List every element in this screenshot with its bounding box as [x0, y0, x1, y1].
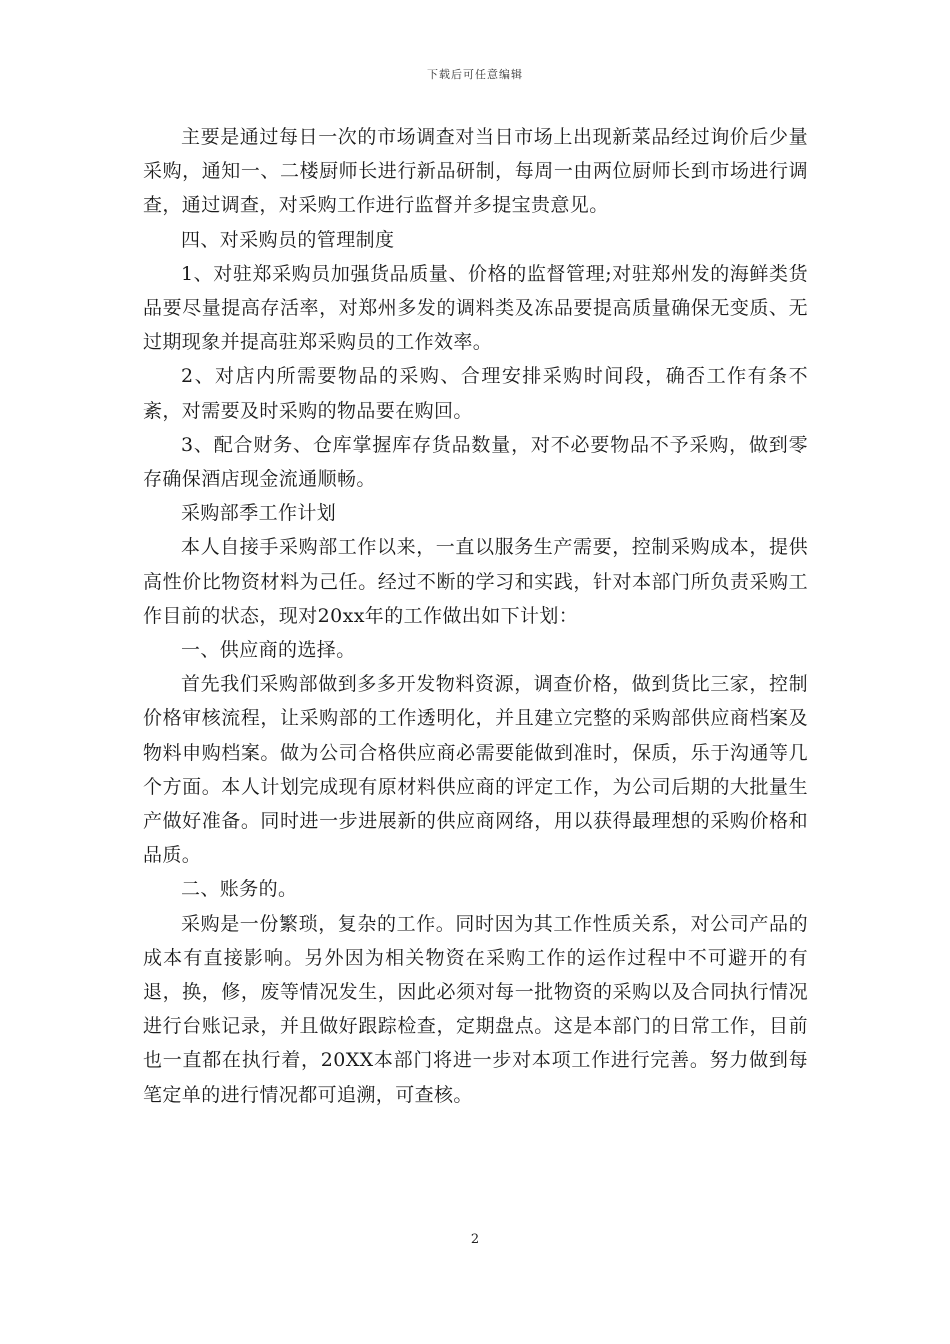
paragraph-market-survey: 主要是通过每日一次的市场调查对当日市场上出现新菜品经过询价后少量采购，通知一、二楼厨师长进行新品研制，每周一由两位厨师长到市场进行调查，通过调查，对采购工作进行监督并多提宝贵意见。 [143, 126, 808, 217]
heading-accounts: 二、账务的。 [181, 878, 298, 901]
paragraph-intro: 本人自接手采购部工作以来，一直以服务生产需要，控制采购成本，提供高性价比物资材料为己任。经过不断的学习和实践，针对本部门所负责采购工作目前的状态，现对20xx年的工作做出如下计划： [143, 536, 808, 627]
paragraph-item-3: 3、配合财务、仓库掌握库存货品数量，对不必要物品不予采购，做到零存确保酒店现金流通顺畅。 [143, 433, 808, 491]
page-number: 2 [470, 1232, 480, 1247]
paragraph-accounts: 采购是一份繁琐，复杂的工作。同时因为其工作性质关系，对公司产品的成本有直接影响。另外因为相关物资在采购工作的运作过程中不可避开的有退，换，修，废等情况发生，因此必须对每一批物资的采购以及合同执行情况进行台账记录，并且做好跟踪检查，定期盘点。这是本部门的日常工作，目前也一直都在执行着，20XX本部门将进一步对本项工作进行完善。努力做到每笔定单的进行情况都可追溯，可查核。 [143, 912, 808, 1106]
paragraph-supplier-selection: 首先我们采购部做到多多开发物料资源，调查价格，做到货比三家，控制价格审核流程，让采购部的工作透明化，并且建立完整的采购部供应商档案及物料申购档案。做为公司合格供应商必需要能做到准时，保质，乐于沟通等几个方面。本人计划完成现有原材料供应商的评定工作，为公司后期的大批量生产做好准备。同时进一步进展新的供应商网络，用以获得最理想的采购价格和品质。 [143, 673, 808, 867]
heading-buyer-management: 四、对采购员的管理制度 [181, 228, 395, 251]
paragraph-item-1: 1、对驻郑采购员加强货品质量、价格的监督管理;对驻郑州发的海鲜类货品要尽量提高存活率，对郑州多发的调料类及冻品要提高质量确保无变质、无过期现象并提高驻郑采购员的工作效率。 [143, 262, 808, 354]
heading-supplier-selection: 一、供应商的选择。 [181, 639, 356, 662]
document-body [143, 120, 808, 1112]
header-note: 下载后可任意编辑 [427, 68, 523, 81]
heading-quarter-plan: 采购部季工作计划 [181, 502, 337, 525]
paragraph-item-2: 2、对店内所需要物品的采购、合理安排采购时间段，确否工作有条不紊，对需要及时采购的物品要在购回。 [143, 365, 808, 422]
